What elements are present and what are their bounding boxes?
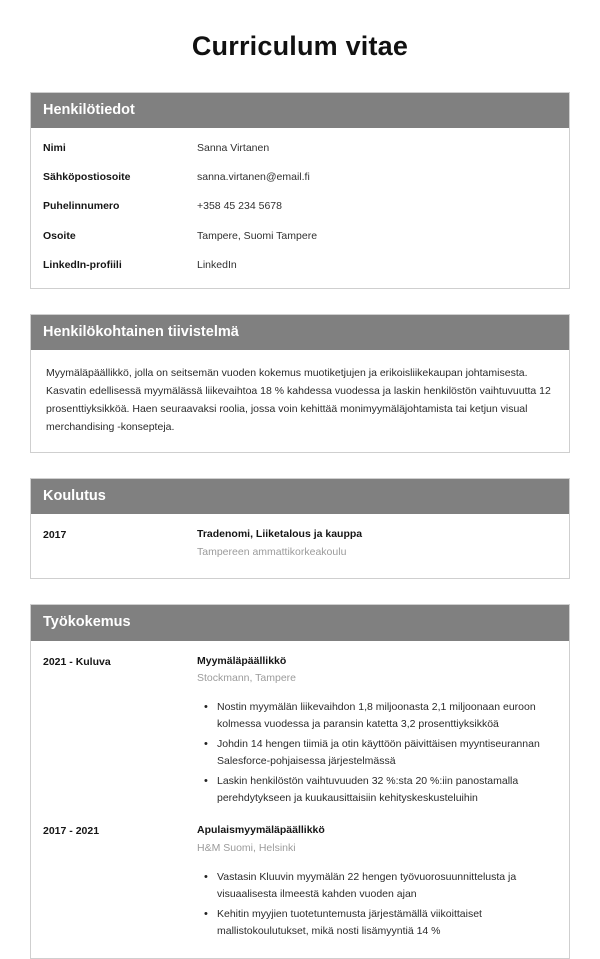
section-heading-education: Koulutus	[31, 479, 569, 514]
summary-body	[31, 350, 569, 452]
entry-date: 2021 - Kuluva	[43, 655, 111, 668]
list-item: • Vastasin Kluuvin myymälän 22 hengen työvuorosuunnittelusta ja visuaalisesta ilmeestä kahden vuoden ajan	[217, 869, 557, 903]
info-value: Tampere, Suomi Tampere	[197, 229, 318, 242]
entry-subtitle: Stockmann, Tampere	[197, 671, 297, 684]
section-experience	[30, 604, 570, 959]
list-item: • Laskin henkilöstön vaihtuvuuden 32 %:sta 20 %:iin panostamalla perehdytykseen ja kuukausittaisiin kehityskeskusteluihin	[217, 773, 557, 807]
section-heading-summary: Henkilökohtainen tiivistelmä	[31, 315, 569, 350]
entry-title: Apulaismyymäläpäällikkö	[197, 824, 325, 837]
entry-title: Tradenomi, Liiketalous ja kauppa	[197, 528, 363, 541]
entry-main	[197, 823, 557, 940]
entry-bullet-list	[197, 869, 557, 940]
info-label: Nimi	[43, 142, 66, 155]
section-summary	[30, 314, 570, 453]
entry-date: 2017 - 2021	[43, 825, 100, 838]
info-label: Osoite	[43, 229, 76, 242]
info-row	[43, 229, 557, 243]
experience-body	[31, 641, 569, 959]
info-row	[43, 199, 557, 213]
cv-sections	[0, 92, 600, 959]
info-label: Sähköpostiosoite	[43, 171, 131, 184]
entry-date: 2017	[43, 529, 67, 542]
entry-main	[197, 527, 557, 560]
section-personal-info	[30, 92, 570, 289]
info-label: LinkedIn-profiili	[43, 258, 122, 271]
info-value: sanna.virtanen@email.fi	[197, 171, 310, 184]
section-education	[30, 478, 570, 579]
info-row	[43, 141, 557, 155]
info-value: +358 45 234 5678	[197, 200, 282, 213]
section-heading-experience: Työkokemus	[31, 605, 569, 640]
experience-entry	[43, 654, 557, 808]
entry-subtitle: Tampereen ammattikorkeakoulu	[197, 545, 347, 558]
list-item: • Kehitin myyjien tuotetuntemusta järjestämällä viikoittaiset mallistokoulutukset, mikä nosti lisämyyntiä 14 %	[217, 906, 557, 940]
entry-title: Myymäläpäällikkö	[197, 654, 287, 667]
personal-info-body	[31, 128, 569, 288]
list-item: • Johdin 14 hengen tiimiä ja otin käyttöön päivittäisen myyntiseurannan Salesforce-pohjaisessa järjestelmässä	[217, 736, 557, 770]
page-title: Curriculum vitae	[191, 31, 409, 61]
experience-entry	[43, 823, 557, 940]
info-value: Sanna Virtanen	[197, 142, 270, 155]
summary-text: Myymäläpäällikkö, jolla on seitsemän vuoden kokemus muotiketjujen ja erikoisliikekaupan johtamisesta. Kasvatin edellisessä myymälässä liikevaihtoa 18 % kahdessa vuodessa ja laskin henkilöstön vaihtuvuutta 12 prosenttiyksikköä. Haen seuraavaksi roolia, jossa voin kehittää monimyymäläjohtamista tai ketjun visual merchandising -konsepteja.	[46, 367, 551, 434]
entry-main	[197, 654, 557, 808]
info-label: Puhelinnumero	[43, 200, 120, 213]
linkedin-profile-value[interactable]: LinkedIn	[197, 258, 237, 271]
info-row	[43, 170, 557, 184]
education-entry	[43, 527, 557, 560]
info-row	[43, 258, 557, 272]
section-heading-personal-info: Henkilötiedot	[31, 93, 569, 128]
education-body	[31, 514, 569, 578]
entry-bullet-list	[197, 699, 557, 807]
entry-subtitle: H&M Suomi, Helsinki	[197, 841, 296, 854]
list-item: • Nostin myymälän liikevaihdon 1,8 miljoonasta 2,1 miljoonaan euroon kolmessa vuodessa ja paransin katetta 3,2 prosenttiyksikköä	[217, 699, 557, 733]
